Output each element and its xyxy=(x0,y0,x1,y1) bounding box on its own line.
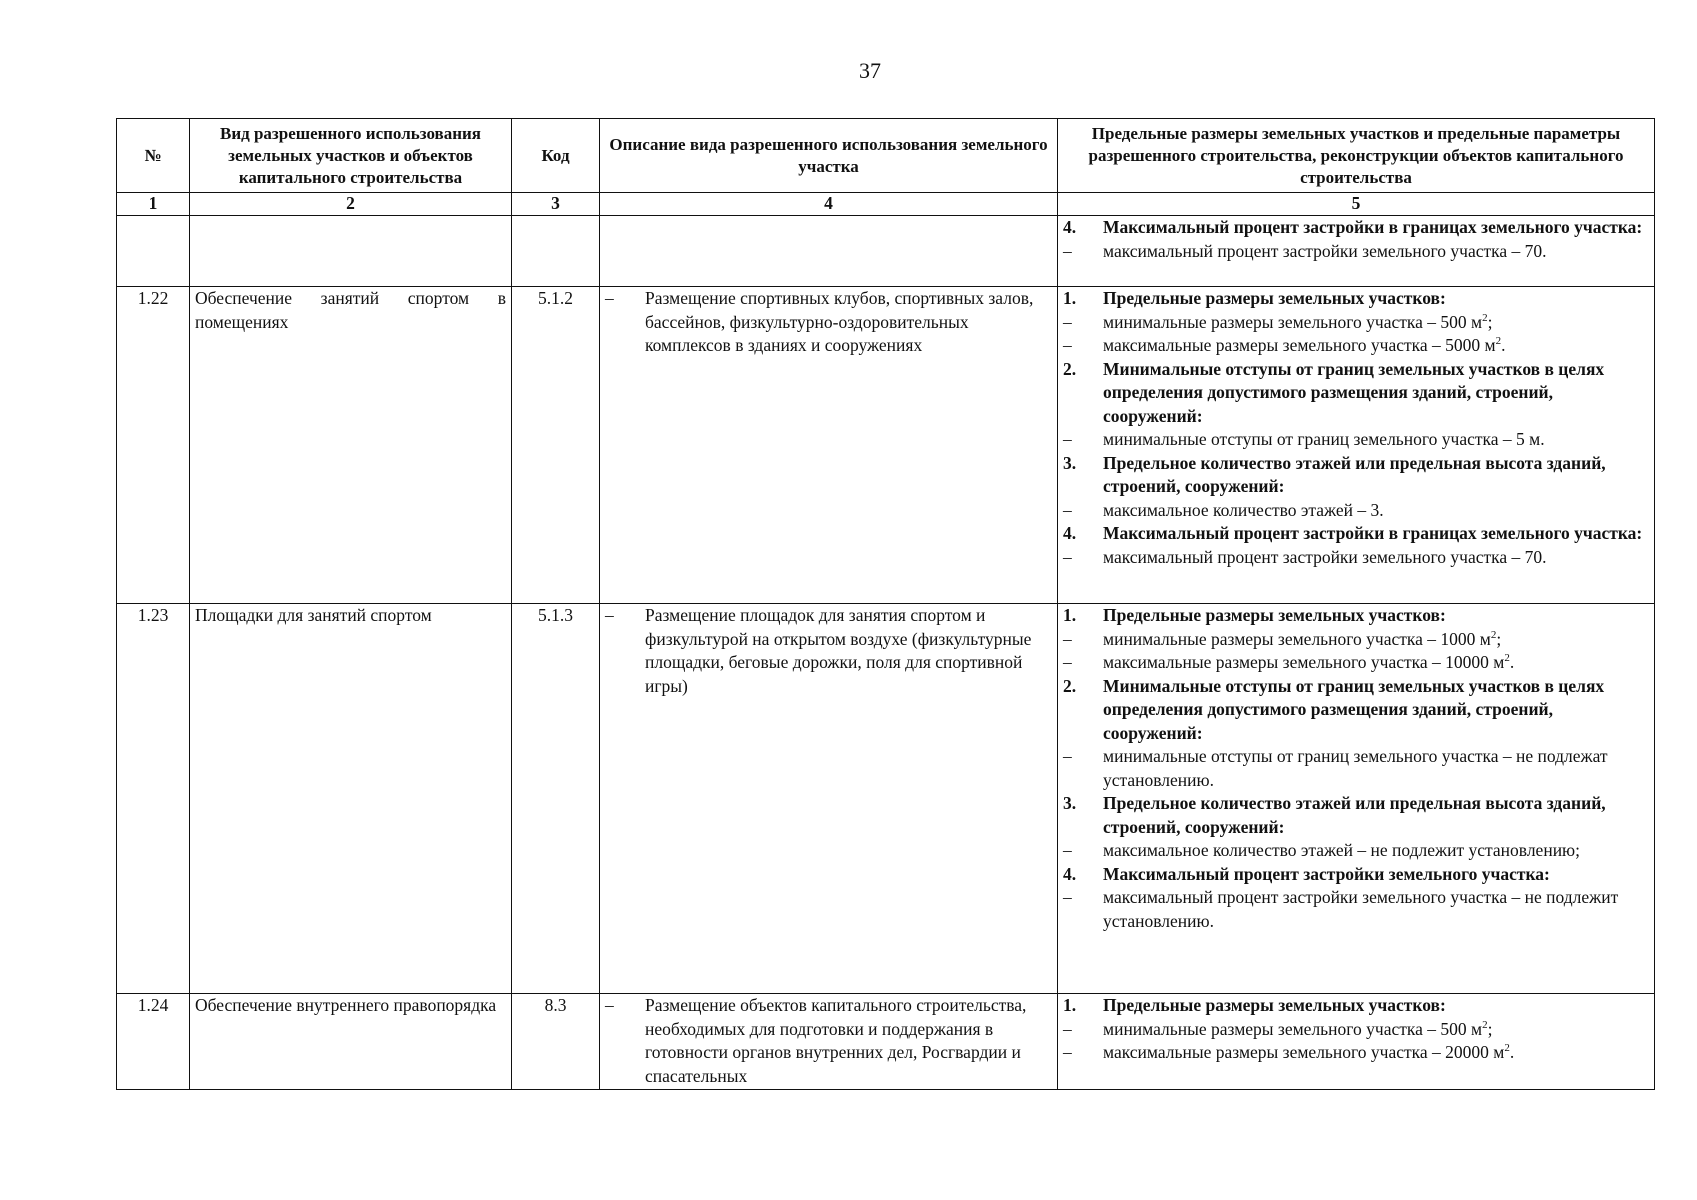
limit-heading xyxy=(1063,604,1649,628)
regulations-table xyxy=(116,118,1655,1090)
table-row xyxy=(117,287,1655,604)
column-number: 4 xyxy=(600,193,1058,216)
item-marker: 2. xyxy=(1063,675,1077,696)
limit-item xyxy=(1063,499,1649,523)
row-use-type: Площадки для занятий спортом xyxy=(190,604,512,994)
item-marker: 2. xyxy=(1063,358,1077,379)
limits-list xyxy=(1063,604,1649,933)
column-number: 3 xyxy=(512,193,600,216)
limits-list xyxy=(1063,216,1649,263)
dash-marker: – xyxy=(605,288,614,308)
limit-heading xyxy=(1063,216,1649,240)
row-limits xyxy=(1058,287,1655,604)
limit-item xyxy=(1063,311,1649,335)
item-text: минимальные отступы от границ земельного участка – не подлежат установлению. xyxy=(1103,746,1608,790)
limit-item xyxy=(1063,428,1649,452)
row-limits xyxy=(1058,604,1655,994)
item-marker: 4. xyxy=(1063,217,1077,237)
limit-item xyxy=(1063,1041,1649,1065)
limit-item xyxy=(1063,651,1649,675)
limit-heading xyxy=(1063,358,1649,429)
item-marker: – xyxy=(1063,335,1072,355)
item-text: Предельное количество этажей или предельная высота зданий, строений, сооружений: xyxy=(1103,452,1606,496)
limit-item xyxy=(1063,546,1649,570)
item-text: Предельные размеры земельных участков: xyxy=(1103,995,1446,1015)
item-marker: – xyxy=(1063,429,1072,449)
item-marker: 1. xyxy=(1063,605,1077,625)
item-marker: – xyxy=(1063,311,1072,332)
item-text: максимальное количество этажей – не подлежит установлению; xyxy=(1103,840,1580,860)
column-number: 1 xyxy=(117,193,190,216)
item-text: Предельные размеры земельных участков: xyxy=(1103,288,1446,308)
row-limits xyxy=(1058,216,1655,287)
limit-heading xyxy=(1063,792,1649,839)
header-type: Вид разрешенного использования земельных участков и объектов капитального строительства xyxy=(190,119,512,193)
limit-heading xyxy=(1063,287,1649,311)
item-text: минимальные размеры земельного участка – 500 $м^2$; xyxy=(1103,311,1493,332)
header-limits: Предельные размеры земельных участков и предельные параметры разрешенного строительства, реконструкции объектов капитального строительства xyxy=(1058,119,1655,193)
row-code: 8.3 xyxy=(512,994,600,1090)
description-text: Размещение объектов капитального строительства, необходимых для подготовки и поддержания в готовности органов внутренних дел, Росгвардии и спасательных xyxy=(645,995,1027,1086)
row-code xyxy=(512,216,600,287)
row-description xyxy=(600,287,1058,604)
description-text: Размещение площадок для занятия спортом и физкультурой на открытом воздухе (физкультурные площадки, беговые дорожки, поля для спортивной игры) xyxy=(645,605,1032,696)
item-text: максимальные размеры земельного участка – 10000 $м^2$. xyxy=(1103,652,1515,672)
item-marker: – xyxy=(1063,840,1072,860)
row-use-type: Обеспечение занятий спортом в помещениях xyxy=(190,287,512,604)
row-use-type: Обеспечение внутреннего правопорядка xyxy=(190,994,512,1090)
header-num: № xyxy=(117,119,190,193)
table-row xyxy=(117,604,1655,994)
row-description xyxy=(600,216,1058,287)
item-text: максимальные размеры земельного участка – 20000 $м^2$. xyxy=(1103,1042,1515,1062)
dash-marker: – xyxy=(605,995,614,1015)
row-description xyxy=(600,604,1058,994)
limit-item xyxy=(1063,628,1649,652)
limit-item xyxy=(1063,745,1649,792)
item-text: минимальные размеры земельного участка – 500 $м^2$; xyxy=(1103,1018,1493,1039)
item-marker: – xyxy=(1063,240,1072,261)
row-use-type xyxy=(190,216,512,287)
item-text: Предельные размеры земельных участков: xyxy=(1103,605,1446,625)
header-description: Описание вида разрешенного использования земельного участка xyxy=(600,119,1058,193)
item-marker: 3. xyxy=(1063,793,1077,813)
item-marker: – xyxy=(1063,746,1072,766)
item-text: Максимальный процент застройки в границах земельного участка: xyxy=(1103,523,1643,543)
limit-heading xyxy=(1063,452,1649,499)
row-limits xyxy=(1058,994,1655,1090)
limit-item xyxy=(1063,839,1649,863)
item-marker: 4. xyxy=(1063,523,1077,543)
item-marker: 1. xyxy=(1063,995,1077,1015)
description-item xyxy=(605,994,1052,1088)
dash-marker: – xyxy=(605,605,614,625)
limits-list xyxy=(1063,994,1649,1065)
item-text: максимальный процент застройки земельного участка – не подлежит установлению. xyxy=(1103,887,1619,931)
table-row xyxy=(117,216,1655,287)
row-number xyxy=(117,216,190,287)
limit-heading xyxy=(1063,994,1649,1018)
row-code: 5.1.2 xyxy=(512,287,600,604)
limit-heading xyxy=(1063,863,1649,887)
item-text: максимальные размеры земельного участка – 5000 $м^2$. xyxy=(1103,335,1506,355)
description-item xyxy=(605,287,1052,358)
item-marker: – xyxy=(1063,652,1072,672)
item-text: Минимальные отступы от границ земельных участков в целях определения допустимого размещения зданий, строений, сооружений: xyxy=(1103,675,1605,743)
item-text: Предельное количество этажей или предельная высота зданий, строений, сооружений: xyxy=(1103,793,1606,837)
limit-item xyxy=(1063,1018,1649,1042)
header-code: Код xyxy=(512,119,600,193)
column-number: 5 xyxy=(1058,193,1655,216)
item-marker: – xyxy=(1063,546,1072,567)
row-description xyxy=(600,994,1058,1090)
item-marker: – xyxy=(1063,628,1072,649)
column-number: 2 xyxy=(190,193,512,216)
item-text: минимальные размеры земельного участка – 1000 $м^2$; xyxy=(1103,628,1502,649)
description-item xyxy=(605,604,1052,698)
description-text: Размещение спортивных клубов, спортивных залов, бассейнов, физкультурно-оздоровительных комплексов в зданиях и сооружениях xyxy=(645,288,1034,355)
limit-item xyxy=(1063,240,1649,264)
item-text: Максимальный процент застройки в границах земельного участка: xyxy=(1103,217,1643,237)
table-header-row xyxy=(117,119,1655,193)
item-text: минимальные отступы от границ земельного участка – 5 м. xyxy=(1103,429,1545,449)
item-marker: 3. xyxy=(1063,452,1077,473)
table-row xyxy=(117,994,1655,1090)
item-marker: 4. xyxy=(1063,863,1077,884)
item-text: Минимальные отступы от границ земельных участков в целях определения допустимого размещения зданий, строений, сооружений: xyxy=(1103,358,1605,426)
limit-heading xyxy=(1063,522,1649,546)
row-number: 1.24 xyxy=(117,994,190,1090)
page-number: 37 xyxy=(859,58,881,83)
limit-item xyxy=(1063,886,1649,933)
item-marker: 1. xyxy=(1063,288,1077,308)
item-marker: – xyxy=(1063,887,1072,907)
item-marker: – xyxy=(1063,499,1072,520)
item-marker: – xyxy=(1063,1042,1072,1062)
limit-heading xyxy=(1063,675,1649,746)
row-number: 1.23 xyxy=(117,604,190,994)
column-numbers-row xyxy=(117,193,1655,216)
item-text: максимальный процент застройки земельного участка – 70. xyxy=(1103,240,1547,261)
item-text: максимальный процент застройки земельного участка – 70. xyxy=(1103,546,1547,567)
item-marker: – xyxy=(1063,1018,1072,1039)
row-number: 1.22 xyxy=(117,287,190,604)
limit-item xyxy=(1063,334,1649,358)
limits-list xyxy=(1063,287,1649,569)
item-text: максимальное количество этажей – 3. xyxy=(1103,499,1384,520)
item-text: Максимальный процент застройки земельного участка: xyxy=(1103,863,1550,884)
row-code: 5.1.3 xyxy=(512,604,600,994)
